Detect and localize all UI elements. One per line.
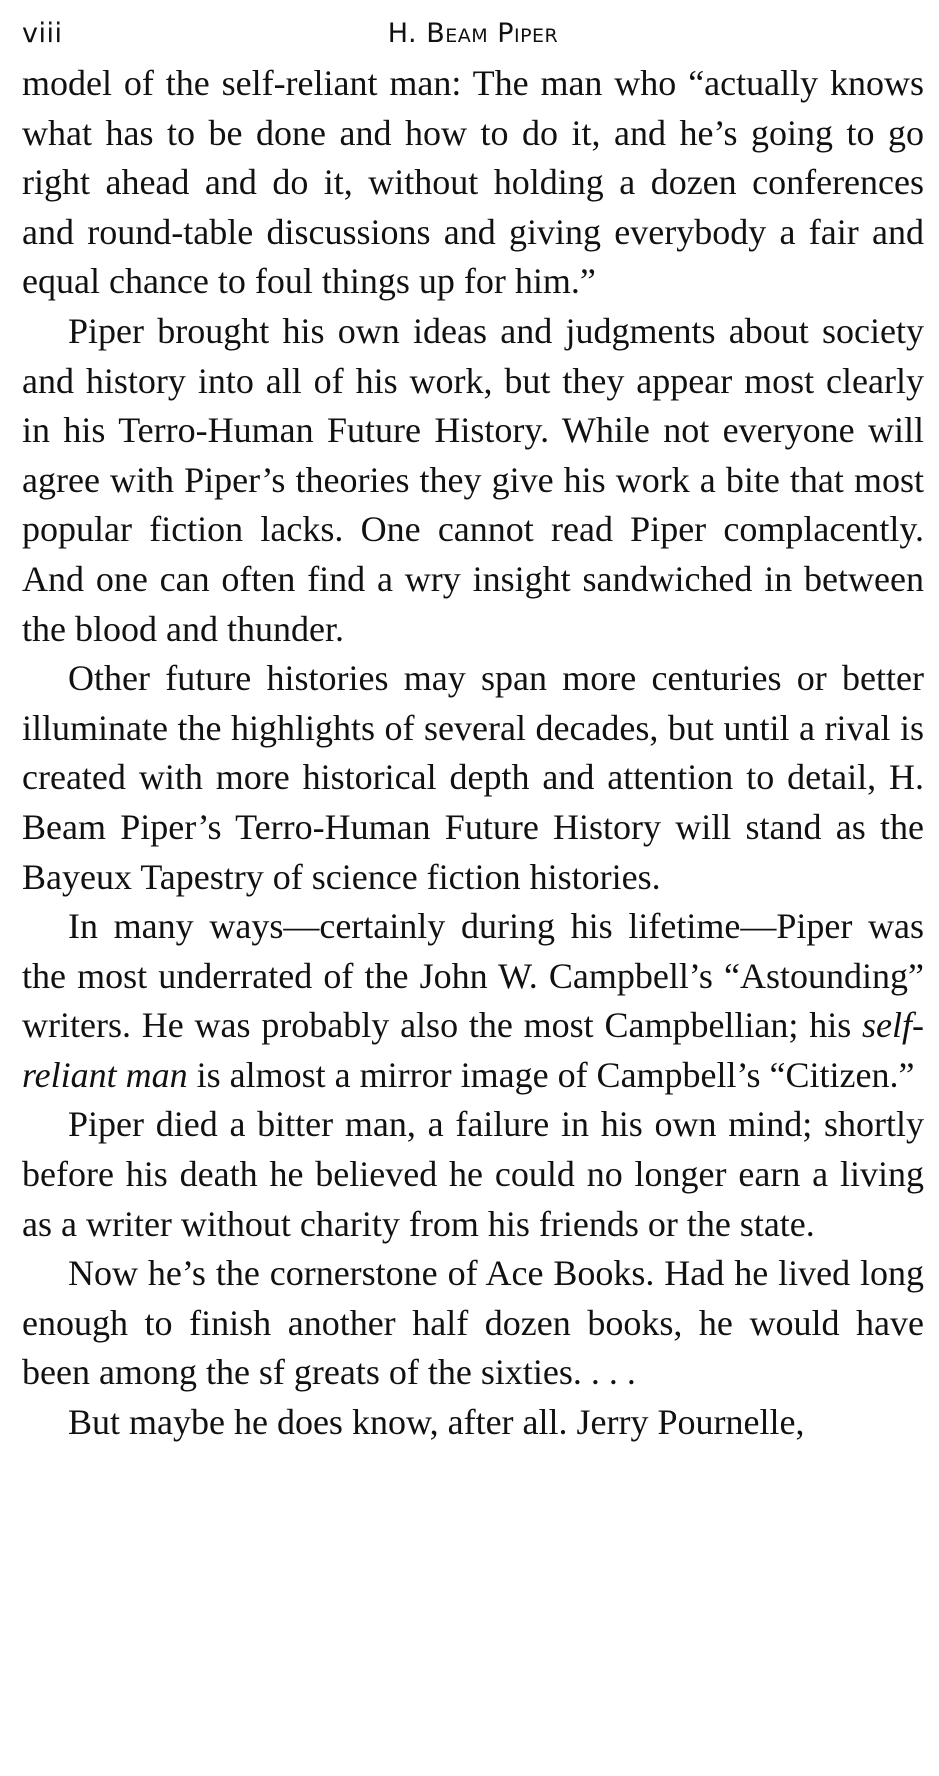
- paragraph: Piper brought his own ideas and judgments about society and history into all of his work, but they appear most clearly in his Terro-Human Future History. While not everyone will agree with Piper’s theories they give his work a bite that most popular fiction lacks. One cannot read Piper complacently. And one can often find a wry insight sandwiched in between the blood and thunder.: [22, 310, 924, 649]
- paragraph: Now he’s the cornerstone of Ace Books. Had he lived long enough to finish another half dozen books, he would have been among the sf greats of the sixties. . . .: [22, 1253, 924, 1393]
- running-title: H. Beam Piper: [387, 18, 559, 49]
- paragraph-with-emphasis: [22, 902, 924, 1100]
- book-page: [22, 14, 924, 1448]
- body-text: [22, 59, 924, 1448]
- page-number: viii: [22, 18, 63, 49]
- paragraph: Piper died a bitter man, a failure in his own mind; shortly before his death he believed he could no longer earn a living as a writer without charity from his friends or the state.: [22, 1104, 924, 1244]
- emphasis-text: self-reliant man: [22, 1005, 924, 1095]
- paragraph-continued: model of the self-reliant man: The man who “actually knows what has to be done and how to do it, and he’s going to go right ahead and do it, without holding a dozen conferences and round-table discussions and giving everybody a fair and equal chance to foul things up for him.”: [22, 63, 924, 302]
- paragraph-text: is almost a mirror image of Campbell’s “Citizen.”: [187, 1054, 915, 1095]
- paragraph-last: But maybe he does know, after all. Jerry Pournelle,: [68, 1402, 805, 1443]
- running-head: [22, 14, 924, 54]
- paragraph: Other future histories may span more centuries or better illuminate the highlights of several decades, but until a rival is created with more historical depth and attention to detail, H. Beam Piper’s Terro-Human Future History will stand as the Bayeux Tapestry of science fiction histories.: [22, 658, 924, 897]
- paragraph-text: In many ways—certainly during his lifetime—Piper was the most underrated of the John W. Campbell’s “Astounding” writers. He was probably also the most Campbellian; his: [22, 906, 924, 1046]
